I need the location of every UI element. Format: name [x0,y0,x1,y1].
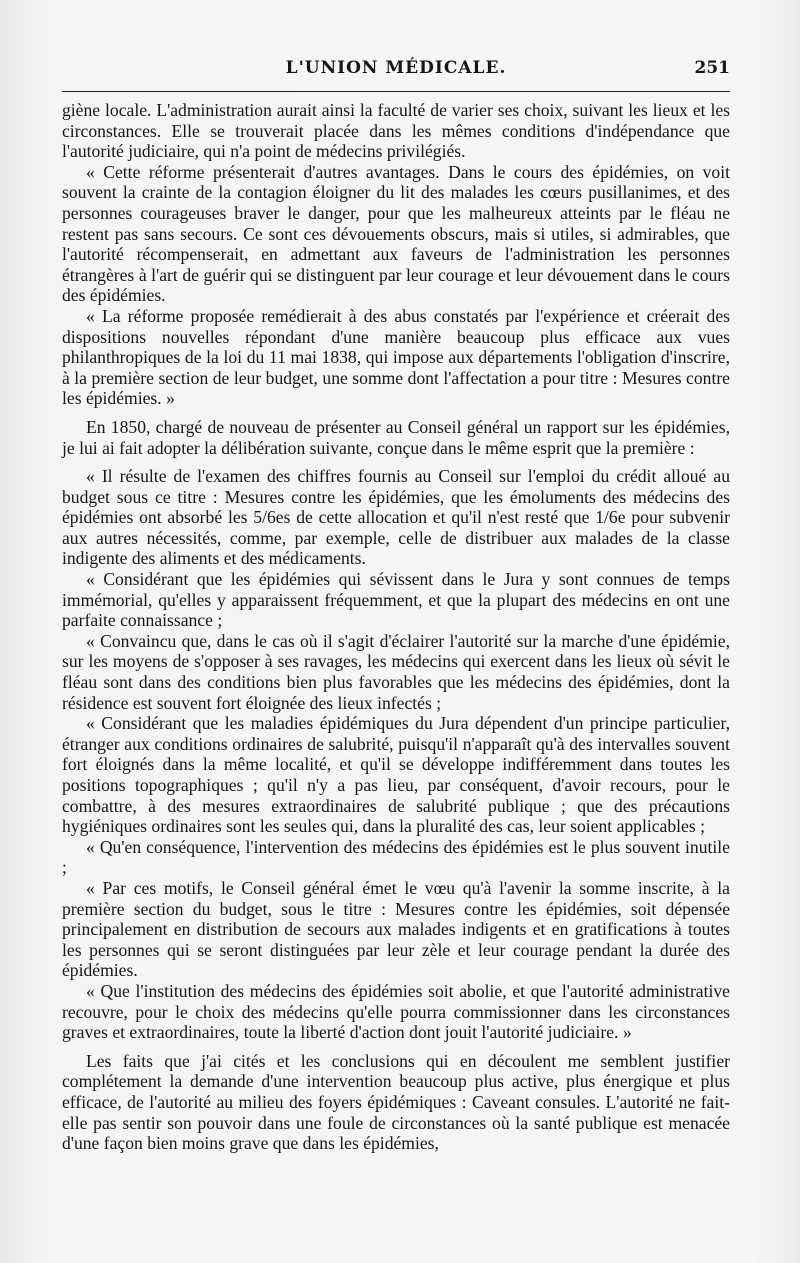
paragraph: « Convaincu que, dans le cas où il s'agit d'éclairer l'autorité sur la marche d'une épidémie, sur les moyens de s'opposer à ses ravages, les médecins qui exercent dans les lieux où sévit le fléau sont dans des conditions bien plus favorables que les médecins des épidémies, dont la résidence est souvent fort éloignée des lieux infectés ; [62,630,730,713]
paragraph: « Que l'institution des médecins des épidémies soit abolie, et que l'autorité administrative recouvre, pour le choix des médecins qu'elle pourra commissionner dans les circonstances graves et extraordinaires, toute la liberté d'action dont jouit l'autorité judiciaire. » [62,980,730,1043]
page-header [62,52,730,92]
paragraph: « Il résulte de l'examen des chiffres fournis au Conseil sur l'emploi du crédit alloué au budget sous ce titre : Mesures contre les épidémies, que les émoluments des médecins des épidémies ont absorbé les 5/6es de cette allocation et qu'il n'est resté que 1/6e pour subvenir aux autres nécessités, comme, par exemple, celle de distribuer aux malades de la classe indigente des aliments et des médicaments. [62,466,730,569]
paragraph: « La réforme proposée remédierait à des abus constatés par l'expérience et créerait des dispositions nouvelles répondant d'une manière beaucoup plus efficace aux vues philanthropiques de la loi du 11 mai 1838, qui impose aux départements l'obligation d'inscrire, à la première section de leur budget, une somme dont l'affectation a pour titre : Mesures contre les épidémies. » [62,305,730,409]
page-number: 251 [694,58,730,78]
paragraph: « Cette réforme présenterait d'autres avantages. Dans le cours des épidémies, on voit souvent la crainte de la contagion éloigner du lit des malades les cœurs pusillanimes, et des personnes courageuses braver le danger, pour que les malheureux atteints par le fléau ne restent pas sans secours. Ce sont ces dévouements obscurs, mais si utiles, si admirables, que l'autorité récompenserait, en admettant aux faveurs de l'administration les personnes étrangères à l'art de guérir qui se distinguent par leur courage et leur dévouement dans le cours des épidémies. [62,161,730,306]
paragraph: « Par ces motifs, le Conseil général émet le vœu qu'à l'avenir la somme inscrite, à la première section du budget, sous le titre : Mesures contre les épidémies, soit dépensée principalement en distribution de secours aux malades indigents et en gratifications à toutes les personnes qui se seront distinguées par leur zèle et leur courage pendant la durée des épidémies. [62,877,730,981]
body-text [62,100,730,1154]
running-title: L'UNION MÉDICALE. [285,58,507,78]
paragraph: « Qu'en conséquence, l'intervention des médecins des épidémies est le plus souvent inutile ; [62,836,730,878]
paragraph: En 1850, chargé de nouveau de présenter au Conseil général un rapport sur les épidémies, je lui ai fait adopter la délibération suivante, conçue dans le même esprit que la première : [62,416,730,458]
paragraph: Les faits que j'ai cités et les conclusions qui en découlent me semblent justifier complétement la demande d'une intervention beaucoup plus active, plus énergique et plus efficace, de l'autorité au milieu des foyers épidémiques : Caveant consules. L'autorité ne fait-elle pas sentir son pouvoir dans une foule de circonstances où la santé publique est menacée d'une façon bien moins grave que dans les épidémies, [62,1050,730,1154]
paragraph: giène locale. L'administration aurait ainsi la faculté de varier ses choix, suivant les lieux et les circonstances. Elle se trouverait placée dans les mêmes conditions d'indépendance que l'autorité judiciaire, qui n'a point de médecins privilégiés. [62,100,730,162]
paragraph: « Considérant que les épidémies qui sévissent dans le Jura y sont connues de temps immémorial, qu'elles y apparaissent fréquemment, et que la plupart des médecins en ont une parfaite connaissance ; [62,569,730,631]
header-rule [62,91,730,92]
paragraph: « Considérant que les maladies épidémiques du Jura dépendent d'un principe particulier, étranger aux conditions ordinaires de salubrité, puisqu'il n'apparaît qu'à des intervalles souvent fort éloignés dans la même localité, et qu'il se développe indifféremment dans toutes les positions topographiques ; qu'il n'y a pas lieu, par conséquent, d'avoir recours, pour le combattre, à des mesures extraordinaires de salubrité publique ; que des précautions hygiéniques ordinaires sont les seules qui, dans la pluralité des cas, leur soient applicables ; [62,713,730,837]
